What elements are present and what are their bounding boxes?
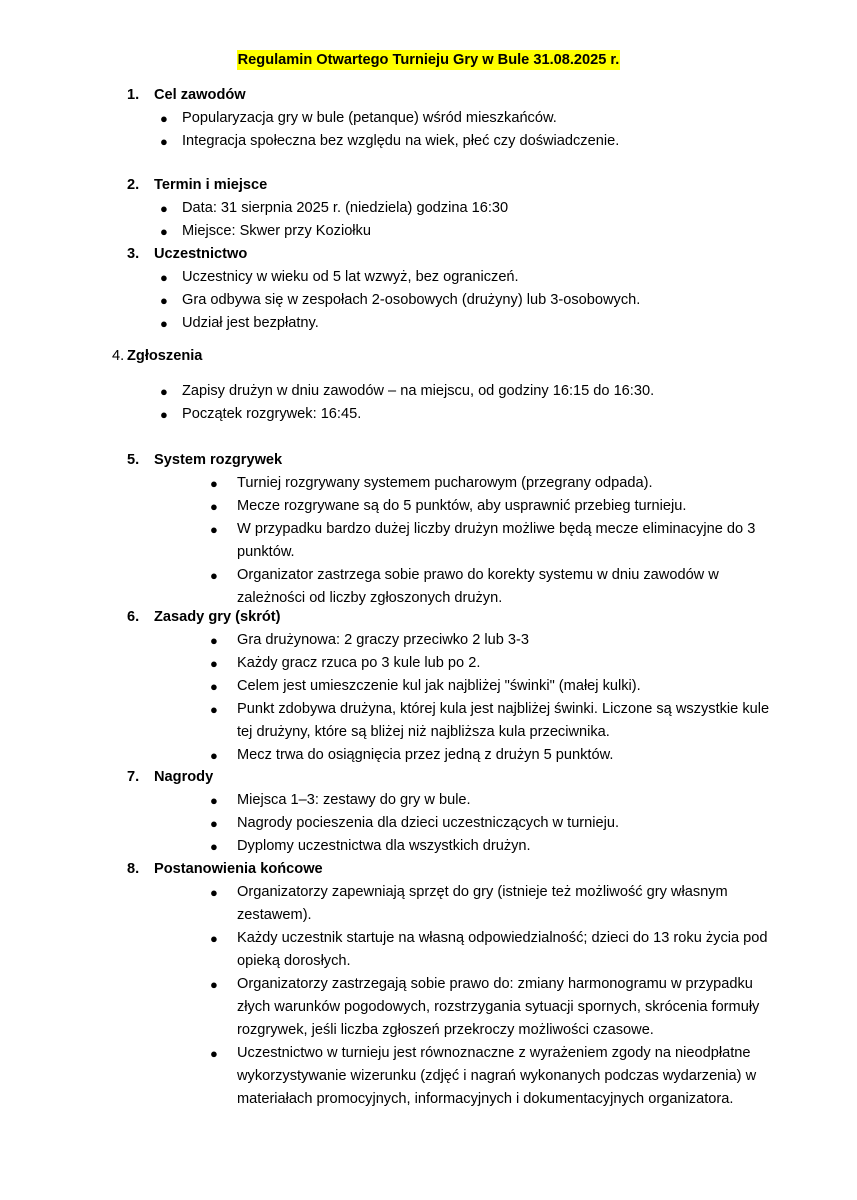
list-item: ● Organizator zastrzega sobie prawo do korekty systemu w dniu zawodów w zależności od liczby zgłoszonych drużyn.: [0, 564, 857, 610]
list-item: ● Udział jest bezpłatny.: [0, 312, 857, 335]
list-item: ● Początek rozgrywek: 16:45.: [0, 403, 857, 426]
bullet-icon: ●: [210, 656, 218, 671]
section-participation: [0, 243, 857, 335]
bullet-icon: ●: [210, 1046, 218, 1061]
list-item: ● Turniej rozgrywany systemem pucharowym (przegrany odpada).: [0, 472, 857, 495]
section-title: Postanowienia końcowe: [154, 861, 323, 877]
list-item: ● Gra drużynowa: 2 graczy przeciwko 2 lub 3-3: [0, 629, 857, 652]
list-item: ● Organizatorzy zastrzegają sobie prawo do: zmiany harmonogramu w przypadku złych warunków pogodowych, rozstrzygania sytuacji spornych, skrócenia formuły rozgrywek, jeśli liczba zgłoszeń przekroczy możliwości czasowe.: [0, 973, 857, 1042]
bullet-icon: ●: [160, 224, 168, 239]
list-item: ● Integracja społeczna bez względu na wiek, płeć czy doświadczenie.: [0, 130, 857, 153]
section-heading: [0, 766, 857, 789]
bullet-icon: ●: [210, 679, 218, 694]
bullet-icon: ●: [160, 270, 168, 285]
document-title-wrapper: [0, 49, 857, 72]
section-heading: [0, 243, 857, 266]
bullet-icon: ●: [160, 293, 168, 308]
section-list: [0, 197, 857, 243]
section-list: [0, 789, 857, 858]
bullet-icon: ●: [210, 885, 218, 900]
bullet-icon: ●: [160, 111, 168, 126]
bullet-icon: ●: [210, 748, 218, 763]
section-list: [0, 881, 857, 1111]
section-heading: [0, 449, 857, 472]
bullet-icon: ●: [160, 407, 168, 422]
list-item: ● Każdy uczestnik startuje na własną odpowiedzialność; dzieci do 13 roku życia pod opieką dorosłych.: [0, 927, 857, 973]
list-item: ● Uczestnictwo w turnieju jest równoznaczne z wyrażeniem zgody na nieodpłatne wykorzystywanie wizerunku (zdjęć i nagrań wykonanych podczas wydarzenia) w materiałach promocyjnych, informacyjnych i dokumentacyjnych organizatora.: [0, 1042, 857, 1111]
section-list: [0, 107, 857, 153]
bullet-icon: ●: [210, 793, 218, 808]
section-heading: [0, 345, 857, 368]
section-prizes: [0, 766, 857, 858]
section-number: 4.: [112, 348, 125, 364]
section-title: Zgłoszenia: [127, 348, 203, 364]
section-date-place: [0, 174, 857, 243]
bullet-icon: ●: [210, 839, 218, 854]
section-title: Zasady gry (skrót): [154, 609, 281, 625]
section-heading: [0, 174, 857, 197]
list-item: ● Miejsce: Skwer przy Koziołku: [0, 220, 857, 243]
bullet-icon: ●: [210, 476, 218, 491]
list-item: ● Uczestnicy w wieku od 5 lat wzwyż, bez ograniczeń.: [0, 266, 857, 289]
section-game-rules: [0, 606, 857, 767]
bullet-icon: ●: [160, 201, 168, 216]
bullet-icon: ●: [160, 316, 168, 331]
section-heading: [0, 606, 857, 629]
list-item: ● Mecz trwa do osiągnięcia przez jedną z drużyn 5 punktów.: [0, 744, 857, 767]
section-list: [0, 629, 857, 767]
section-title: System rozgrywek: [154, 452, 283, 468]
bullet-icon: ●: [210, 702, 218, 717]
section-number: 6.: [127, 609, 140, 625]
section-number: 8.: [127, 861, 140, 877]
section-final-provisions: [0, 858, 857, 1111]
section-number: 7.: [127, 769, 140, 785]
bullet-icon: ●: [160, 134, 168, 149]
section-heading: [0, 858, 857, 881]
list-item: ● Gra odbywa się w zespołach 2-osobowych (drużyny) lub 3-osobowych.: [0, 289, 857, 312]
section-goal: [0, 84, 857, 153]
bullet-icon: ●: [210, 931, 218, 946]
section-number: 2.: [127, 177, 140, 193]
section-list: [0, 380, 857, 426]
list-item: ● Data: 31 sierpnia 2025 r. (niedziela) godzina 16:30: [0, 197, 857, 220]
list-item: ● Nagrody pocieszenia dla dzieci uczestniczących w turnieju.: [0, 812, 857, 835]
section-number: 5.: [127, 452, 140, 468]
bullet-icon: ●: [210, 499, 218, 514]
document-title: Regulamin Otwartego Turnieju Gry w Bule 31.08.2025 r.: [237, 52, 620, 68]
section-registration: [0, 345, 857, 426]
list-item: ● Popularyzacja gry w bule (petanque) wśród mieszkańców.: [0, 107, 857, 130]
list-item: ● Organizatorzy zapewniają sprzęt do gry (istnieje też możliwość gry własnym zestawem).: [0, 881, 857, 927]
bullet-icon: ●: [160, 384, 168, 399]
list-item: ● Celem jest umieszczenie kul jak najbliżej "świnki" (małej kulki).: [0, 675, 857, 698]
section-title: Uczestnictwo: [154, 246, 248, 262]
bullet-icon: ●: [210, 977, 218, 992]
section-heading: [0, 84, 857, 107]
section-title: Nagrody: [154, 769, 214, 785]
section-list: [0, 266, 857, 335]
section-number: 3.: [127, 246, 140, 262]
section-list: [0, 472, 857, 610]
list-item: ● Mecze rozgrywane są do 5 punktów, aby usprawnić przebieg turnieju.: [0, 495, 857, 518]
bullet-icon: ●: [210, 568, 218, 583]
list-item: ● Punkt zdobywa drużyna, której kula jest najbliżej świnki. Liczone są wszystkie kule tej drużyny, które są bliżej niż najbliższa kula przeciwnika.: [0, 698, 857, 744]
list-item: ● Zapisy drużyn w dniu zawodów – na miejscu, od godziny 16:15 do 16:30.: [0, 380, 857, 403]
section-number: 1.: [127, 87, 140, 103]
section-game-system: [0, 449, 857, 610]
list-item: ● Miejsca 1–3: zestawy do gry w bule.: [0, 789, 857, 812]
bullet-icon: ●: [210, 522, 218, 537]
list-item: ● Dyplomy uczestnictwa dla wszystkich drużyn.: [0, 835, 857, 858]
list-item: ● Każdy gracz rzuca po 3 kule lub po 2.: [0, 652, 857, 675]
list-item: ● W przypadku bardzo dużej liczby drużyn możliwe będą mecze eliminacyjne do 3 punktów.: [0, 518, 857, 564]
section-title: Termin i miejsce: [154, 177, 268, 193]
section-title: Cel zawodów: [154, 87, 246, 103]
bullet-icon: ●: [210, 816, 218, 831]
bullet-icon: ●: [210, 633, 218, 648]
